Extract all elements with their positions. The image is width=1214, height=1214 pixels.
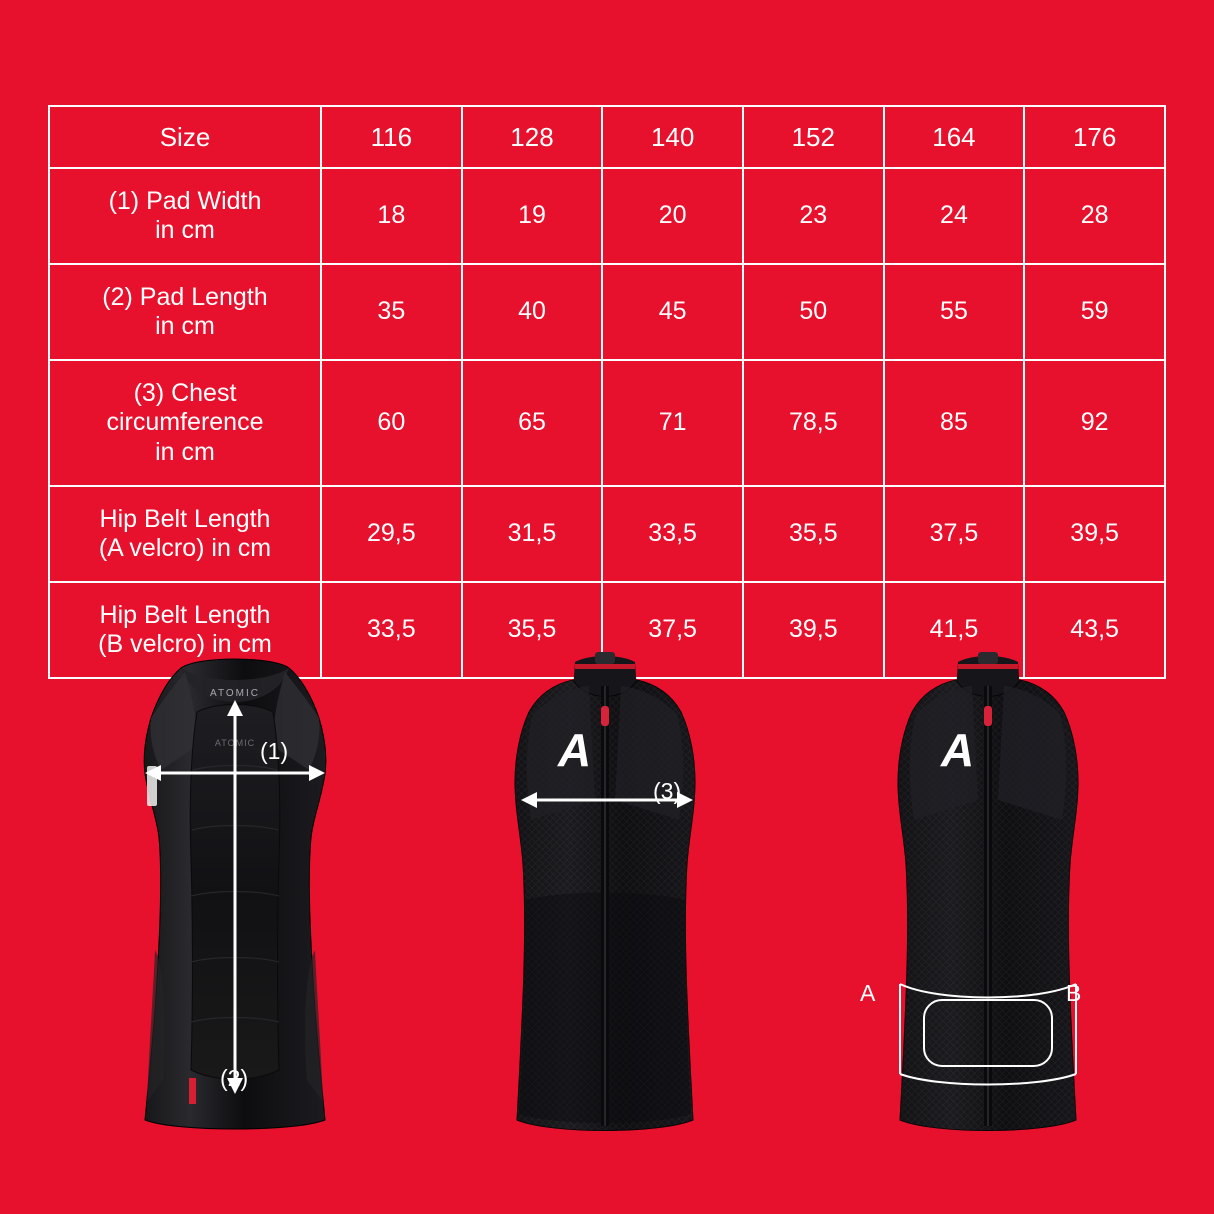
brand-logo-a: A xyxy=(558,724,592,776)
cell-hip-a-164: 37,5 xyxy=(884,486,1025,582)
row-label-hip-belt-a xyxy=(49,486,321,582)
zipper-pull xyxy=(984,706,992,726)
row-label-line1: (2) Pad Length xyxy=(102,282,268,311)
cell-chest-140: 71 xyxy=(602,360,743,486)
cell-pad-width-128: 19 xyxy=(462,168,603,264)
size-table xyxy=(48,105,1166,679)
measure-label-3: (3) xyxy=(653,778,682,804)
cell-pad-length-140: 45 xyxy=(602,264,743,360)
table-header-116: 116 xyxy=(321,106,462,168)
cell-hip-b-176: 43,5 xyxy=(1024,582,1165,678)
row-label-line2: (A velcro) in cm xyxy=(98,534,272,562)
cell-chest-152: 78,5 xyxy=(743,360,884,486)
cell-chest-176: 92 xyxy=(1024,360,1165,486)
row-label-line2: in cm xyxy=(155,312,215,340)
table-header-152: 152 xyxy=(743,106,884,168)
row-label-line2: circumference xyxy=(106,408,264,437)
cell-pad-length-176: 59 xyxy=(1024,264,1165,360)
collar-tab xyxy=(978,652,998,664)
vest-hip-illustration xyxy=(838,650,1138,1150)
cell-pad-length-116: 35 xyxy=(321,264,462,360)
table-row xyxy=(49,360,1165,486)
row-label-line1: Hip Belt Length xyxy=(99,504,271,533)
cell-hip-a-140: 33,5 xyxy=(602,486,743,582)
cell-pad-width-164: 24 xyxy=(884,168,1025,264)
vest-front-illustration xyxy=(455,650,755,1150)
row-label-chest-circumference xyxy=(49,360,321,486)
cell-hip-b-164: 41,5 xyxy=(884,582,1025,678)
protector-vest-back-view xyxy=(85,650,385,1150)
velcro-label-b: B xyxy=(1066,980,1082,1006)
table-header-size: Size xyxy=(49,106,321,168)
row-label-line3: in cm xyxy=(155,437,215,466)
cell-hip-b-152: 39,5 xyxy=(743,582,884,678)
cell-pad-width-176: 28 xyxy=(1024,168,1165,264)
brand-logo-a: A xyxy=(941,724,975,776)
cell-hip-a-152: 35,5 xyxy=(743,486,884,582)
figures-container xyxy=(0,650,1214,1170)
svg-text:ATOMIC: ATOMIC xyxy=(210,688,260,699)
table-row xyxy=(49,486,1165,582)
cell-hip-a-176: 39,5 xyxy=(1024,486,1165,582)
table-header-164: 164 xyxy=(884,106,1025,168)
collar-red-stripe xyxy=(958,664,1018,669)
row-label-line2: in cm xyxy=(155,216,215,244)
row-label-line2: (B velcro) in cm xyxy=(98,630,272,658)
row-label-line1: (1) Pad Width xyxy=(108,186,262,215)
table-header-176: 176 xyxy=(1024,106,1165,168)
cell-pad-width-140: 20 xyxy=(602,168,743,264)
table-header-128: 128 xyxy=(462,106,603,168)
table-header-140: 140 xyxy=(602,106,743,168)
velcro-label-a: A xyxy=(860,980,876,1006)
row-label-line1: (3) Chest xyxy=(133,378,237,407)
table-row xyxy=(49,264,1165,360)
cell-hip-a-128: 31,5 xyxy=(462,486,603,582)
red-tag xyxy=(189,1078,196,1104)
cell-pad-length-152: 50 xyxy=(743,264,884,360)
protector-vest-hip-belt-view xyxy=(838,650,1138,1150)
size-table-container xyxy=(48,105,1166,679)
zipper-pull xyxy=(601,706,609,726)
row-label-pad-length xyxy=(49,264,321,360)
cell-hip-a-116: 29,5 xyxy=(321,486,462,582)
cell-hip-b-116: 33,5 xyxy=(321,582,462,678)
cell-pad-length-164: 55 xyxy=(884,264,1025,360)
cell-chest-116: 60 xyxy=(321,360,462,486)
cell-chest-128: 65 xyxy=(462,360,603,486)
protector-vest-front-view xyxy=(455,650,755,1150)
collar-red-stripe xyxy=(575,664,635,669)
collar-tab xyxy=(595,652,615,664)
cell-pad-width-116: 18 xyxy=(321,168,462,264)
measure-label-1: (1) xyxy=(260,738,289,764)
row-label-line1: Hip Belt Length xyxy=(99,600,271,629)
cell-pad-width-152: 23 xyxy=(743,168,884,264)
svg-text:ATOMIC: ATOMIC xyxy=(214,738,256,748)
cell-chest-164: 85 xyxy=(884,360,1025,486)
row-label-pad-width xyxy=(49,168,321,264)
table-row xyxy=(49,168,1165,264)
measure-label-2: (2) xyxy=(220,1065,249,1091)
cell-pad-length-128: 40 xyxy=(462,264,603,360)
cell-hip-b-140: 37,5 xyxy=(602,582,743,678)
cell-hip-b-128: 35,5 xyxy=(462,582,603,678)
table-header-row xyxy=(49,106,1165,168)
